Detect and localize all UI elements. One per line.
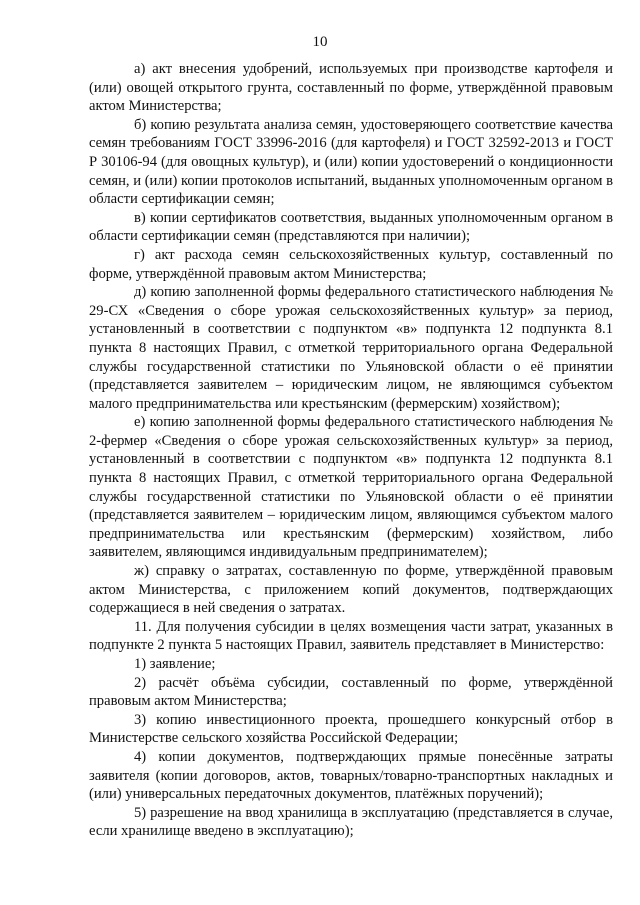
page-number: 10 — [312, 34, 328, 50]
paragraph-zh: ж) справку о затратах, составленную по форме, утверждённой правовым актом Министерства, с приложением копий документов, подтверждающих содержащиеся в ней сведения о затратах. — [89, 563, 613, 617]
item-1: 1) заявление; — [134, 656, 216, 672]
item-2: 2) расчёт объёма субсидии, составленный по форме, утверждённой правовым актом Министерства; — [89, 674, 613, 710]
paragraph-v: в) копии сертификатов соответствия, выданных уполномоченным органом в области сертификации семян (представляются при наличии); — [89, 209, 613, 245]
paragraph-11: 11. Для получения субсидии в целях возмещения части затрат, указанных в подпункте 2 пункта 5 настоящих Правил, заявитель представляет в Министерство: — [89, 618, 613, 654]
paragraph-d: д) копию заполненной формы федерального статистического наблюдения № 29-СХ «Сведения о сборе урожая сельскохозяйственных культур» за период, установленный в соответствии с подпунктом «в» подпункта 12 подпункта 8.1 пункта 8 настоящих Правил, с отметкой территориального органа Федеральной службы государственной статистики по Ульяновской области о её принятии (представляется заявителем – юридическим лицом, не являющимся субъектом малого предпринимательства или крестьянским (фермерским) хозяйством); — [89, 284, 613, 412]
paragraph-e: е) копию заполненной формы федерального статистического наблюдения № 2-фермер «Сведения о сборе урожая сельскохозяйственных культур» за период, установленный в соответствии с подпунктом «в» подпункта 12 подпункта 8.1 пункта 8 настоящих Правил, с отметкой территориального органа Федеральной службы государственной статистики по Ульяновской области о её принятии (представляется заявителем – юридическим лицом, являющимся субъектом малого предпринимательства или крестьянским (фермерским) хозяйством, либо заявителем, являющимся индивидуальным предпринимателем); — [89, 414, 613, 561]
item-4: 4) копии документов, подтверждающих прямые понесённые затраты заявителя (копии договоров, актов, товарных/товарно-транспортных накладных и (или) универсальных передаточных документов, платёжных поручений); — [89, 748, 613, 803]
paragraph-a: а) акт внесения удобрений, используемых при производстве картофеля и (или) овощей открытого грунта, составленный по форме, утверждённой правовым актом Министерства; — [89, 61, 613, 115]
item-5: 5) разрешение на ввод хранилища в эксплуатацию (представляется в случае, если хранилище введено в эксплуатацию); — [89, 804, 613, 840]
paragraph-b: б) копию результата анализа семян, удостоверяющего соответствие качества семян требованиям ГОСТ 33996-2016 (для картофеля) и ГОСТ 32592-2013 и ГОСТ Р 30106-94 (для овощных культур), и (или) копии удостоверений о кондиционности семян, и (или) копии протоколов испытаний, выданных уполномоченным органом в области сертификации семян; — [89, 116, 613, 208]
item-3: 3) копию инвестиционного проекта, прошедшего конкурсный отбор в Министерстве сельского хозяйства Российской Федерации; — [89, 711, 613, 747]
document-body — [89, 60, 613, 841]
paragraph-g: г) акт расхода семян сельскохозяйственных культур, составленный по форме, утверждённой правовым актом Министерства; — [89, 246, 613, 282]
